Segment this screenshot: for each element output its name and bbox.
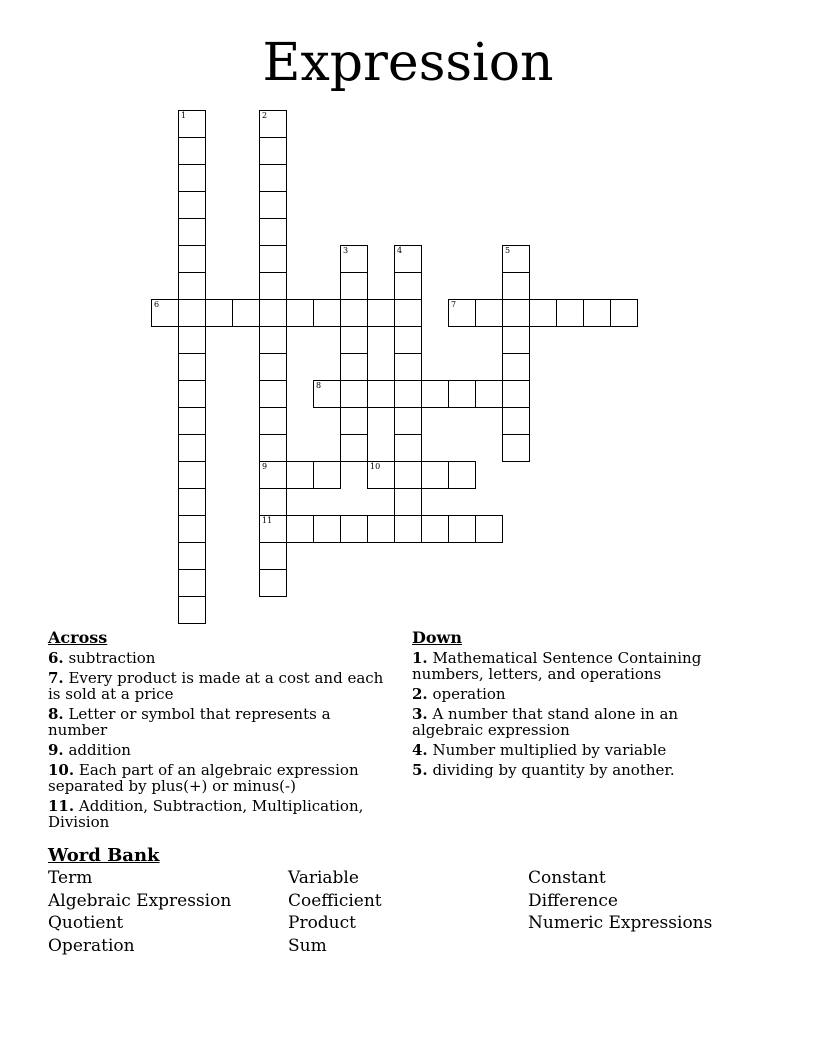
grid-cell[interactable]	[178, 299, 206, 327]
across-clue	[48, 706, 388, 738]
grid-cell[interactable]	[259, 488, 287, 516]
clue-number: 4.	[412, 741, 428, 759]
grid-cell[interactable]	[502, 272, 530, 300]
grid-cell[interactable]	[286, 299, 314, 327]
grid-cell[interactable]	[448, 515, 476, 543]
grid-cell[interactable]	[340, 245, 368, 273]
grid-cell[interactable]	[178, 164, 206, 192]
grid-cell[interactable]	[421, 515, 449, 543]
grid-cell[interactable]	[475, 380, 503, 408]
grid-cell[interactable]	[340, 380, 368, 408]
grid-cell[interactable]	[151, 299, 179, 327]
grid-cell[interactable]	[178, 488, 206, 516]
grid-cell[interactable]	[178, 137, 206, 165]
grid-cell[interactable]	[583, 299, 611, 327]
across-clue	[48, 762, 388, 794]
down-clues	[412, 629, 752, 782]
grid-cell[interactable]	[286, 515, 314, 543]
grid-cell[interactable]	[178, 596, 206, 624]
grid-cell[interactable]	[313, 299, 341, 327]
grid-cell[interactable]	[448, 299, 476, 327]
grid-cell[interactable]	[259, 164, 287, 192]
clue-number: 8.	[48, 705, 64, 723]
grid-cell[interactable]	[394, 380, 422, 408]
grid-cell[interactable]	[259, 569, 287, 597]
cell-number: 1	[181, 111, 187, 120]
grid-cell[interactable]	[394, 245, 422, 273]
grid-cell[interactable]	[421, 461, 449, 489]
word-bank-item: Difference	[528, 890, 618, 911]
cell-number: 6	[154, 300, 160, 309]
across-clue	[48, 650, 388, 666]
down-heading: Down	[412, 628, 462, 647]
cell-number: 4	[397, 246, 403, 255]
clue-number: 9.	[48, 741, 64, 759]
grid-cell[interactable]	[502, 245, 530, 273]
word-bank-item: Variable	[288, 868, 359, 888]
grid-cell[interactable]	[340, 353, 368, 381]
word-bank-item: Algebraic Expression	[48, 890, 232, 911]
grid-cell[interactable]	[394, 353, 422, 381]
word-bank-item: Sum	[288, 935, 327, 956]
word-bank-item: Product	[288, 913, 356, 933]
clue-number: 5.	[412, 761, 428, 779]
cell-number: 5	[505, 246, 511, 255]
grid-cell[interactable]	[448, 380, 476, 408]
grid-cell[interactable]	[205, 299, 233, 327]
grid-cell[interactable]	[394, 272, 422, 300]
grid-cell[interactable]	[502, 299, 530, 327]
grid-cell[interactable]	[610, 299, 638, 327]
cell-number: 3	[343, 246, 349, 255]
clue-text: subtraction	[68, 649, 156, 667]
grid-cell[interactable]	[259, 272, 287, 300]
down-clue	[412, 650, 752, 682]
grid-cell[interactable]	[313, 461, 341, 489]
cell-number: 9	[262, 462, 268, 471]
clue-text: dividing by quantity by another.	[432, 761, 675, 779]
word-bank-item: Term	[48, 868, 93, 888]
grid-cell[interactable]	[178, 272, 206, 300]
clue-text: Each part of an algebraic expression separated by plus(+) or minus(-)	[48, 761, 359, 795]
across-clue	[48, 742, 388, 758]
grid-cell[interactable]	[178, 407, 206, 435]
grid-cell[interactable]	[259, 542, 287, 570]
word-bank-heading: Word Bank	[48, 845, 160, 866]
word-bank-item: Quotient	[48, 913, 124, 933]
grid-cell[interactable]	[367, 380, 395, 408]
grid-cell[interactable]	[178, 542, 206, 570]
down-clue	[412, 706, 752, 738]
grid-cell[interactable]	[259, 326, 287, 354]
grid-cell[interactable]	[529, 299, 557, 327]
grid-cell[interactable]	[367, 515, 395, 543]
across-heading: Across	[48, 628, 108, 647]
grid-cell[interactable]	[340, 326, 368, 354]
across-clues	[48, 629, 388, 834]
clue-number: 2.	[412, 685, 428, 703]
grid-cell[interactable]	[394, 515, 422, 543]
grid-cell[interactable]	[259, 191, 287, 219]
puzzle-title: Expression	[262, 33, 554, 93]
grid-cell[interactable]	[178, 569, 206, 597]
down-clue	[412, 742, 752, 758]
grid-cell[interactable]	[502, 380, 530, 408]
grid-cell[interactable]	[178, 434, 206, 462]
clue-number: 11.	[48, 797, 75, 815]
grid-cell[interactable]	[259, 461, 287, 489]
clue-text: Letter or symbol that represents a number	[48, 705, 331, 739]
cell-number: 7	[451, 300, 457, 309]
grid-cell[interactable]	[502, 326, 530, 354]
grid-cell[interactable]	[367, 461, 395, 489]
grid-cell[interactable]	[313, 515, 341, 543]
grid-cell[interactable]	[178, 245, 206, 273]
clue-number: 3.	[412, 705, 428, 723]
grid-cell[interactable]	[259, 380, 287, 408]
grid-cell[interactable]	[232, 299, 260, 327]
grid-cell[interactable]	[259, 299, 287, 327]
grid-cell[interactable]	[259, 407, 287, 435]
grid-cell[interactable]	[475, 299, 503, 327]
down-clue	[412, 686, 752, 702]
grid-cell[interactable]	[259, 110, 287, 138]
grid-cell[interactable]	[178, 191, 206, 219]
grid-cell[interactable]	[475, 515, 503, 543]
grid-cell[interactable]	[421, 380, 449, 408]
clue-number: 6.	[48, 649, 64, 667]
cell-number: 11	[262, 516, 273, 525]
grid-cell[interactable]	[178, 380, 206, 408]
grid-cell[interactable]	[178, 515, 206, 543]
cell-number: 8	[316, 381, 322, 390]
cell-number: 10	[370, 462, 381, 471]
grid-cell[interactable]	[394, 299, 422, 327]
grid-cell[interactable]	[340, 434, 368, 462]
clue-text: operation	[432, 685, 506, 703]
clue-text: Mathematical Sentence Containing numbers, letters, and operations	[412, 649, 702, 683]
grid-cell[interactable]	[178, 353, 206, 381]
grid-cell[interactable]	[394, 434, 422, 462]
across-clue	[48, 798, 388, 830]
word-bank-item: Operation	[48, 935, 135, 956]
word-bank-item: Numeric Expressions	[528, 913, 713, 933]
grid-cell[interactable]	[394, 488, 422, 516]
word-bank-item: Coefficient	[288, 890, 382, 911]
down-clue	[412, 762, 752, 778]
grid-cell[interactable]	[502, 353, 530, 381]
grid-cell[interactable]	[340, 515, 368, 543]
grid-cell[interactable]	[286, 461, 314, 489]
grid-cell[interactable]	[178, 461, 206, 489]
clue-text: Addition, Subtraction, Multiplication, Division	[48, 797, 364, 831]
clue-number: 7.	[48, 669, 64, 687]
grid-cell[interactable]	[448, 461, 476, 489]
clue-text: Number multiplied by variable	[432, 741, 667, 759]
word-bank-item: Constant	[528, 868, 606, 888]
clue-number: 1.	[412, 649, 428, 667]
grid-cell[interactable]	[502, 407, 530, 435]
clue-text: A number that stand alone in an algebraic expression	[412, 705, 679, 739]
grid-cell[interactable]	[502, 434, 530, 462]
grid-cell[interactable]	[178, 326, 206, 354]
clue-text: addition	[68, 741, 131, 759]
grid-cell[interactable]	[178, 218, 206, 246]
grid-cell[interactable]	[259, 353, 287, 381]
grid-cell[interactable]	[259, 434, 287, 462]
grid-cell[interactable]	[340, 272, 368, 300]
grid-cell[interactable]	[340, 299, 368, 327]
grid-cell[interactable]	[394, 326, 422, 354]
grid-cell[interactable]	[178, 110, 206, 138]
cell-number: 2	[262, 111, 268, 120]
grid-cell[interactable]	[313, 380, 341, 408]
clue-text: Every product is made at a cost and each is sold at a price	[48, 669, 384, 703]
grid-cell[interactable]	[259, 515, 287, 543]
grid-cell[interactable]	[259, 245, 287, 273]
grid-cell[interactable]	[259, 137, 287, 165]
clue-number: 10.	[48, 761, 75, 779]
grid-cell[interactable]	[259, 218, 287, 246]
grid-cell[interactable]	[556, 299, 584, 327]
grid-cell[interactable]	[340, 407, 368, 435]
across-clue	[48, 670, 388, 702]
grid-cell[interactable]	[394, 461, 422, 489]
grid-cell[interactable]	[367, 299, 395, 327]
grid-cell[interactable]	[394, 407, 422, 435]
word-bank	[48, 867, 768, 957]
